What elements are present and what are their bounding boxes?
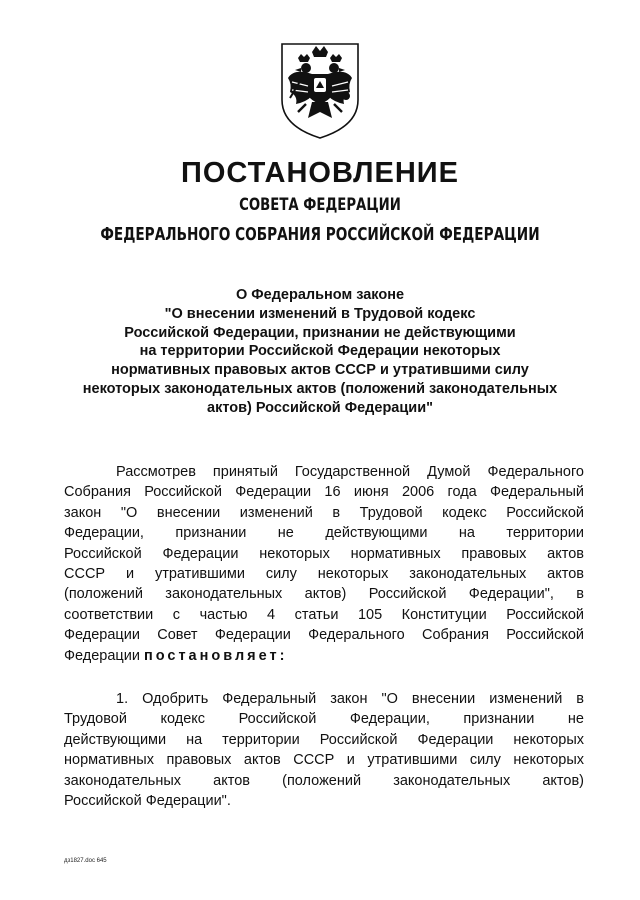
subject-line: некоторых законодательных актов (положений законодательных	[82, 380, 558, 397]
paragraph-line: закон "О внесении изменений в Трудовой кодекс Российской	[64, 504, 584, 521]
paragraph-line: нормативных правовых актов СССР и утратившими силу некоторых	[64, 752, 584, 769]
paragraph-line: соответствии с частью 4 статьи 105 Конституции Российской	[64, 606, 584, 623]
subject-line: актов) Российской Федерации"	[207, 399, 433, 416]
paragraph-line: Российской Федерации".	[64, 793, 231, 810]
subject-line: нормативных правовых актов СССР и утратившими силу	[111, 362, 529, 379]
last-line-prefix: Федерации	[64, 647, 140, 664]
paragraph-line: Федерации, признании не действующими на территории	[64, 525, 584, 542]
paragraph-line: СССР и утратившими силу некоторых законодательных актов	[64, 566, 584, 583]
subject-line: "О внесении изменений в Трудовой кодекс	[164, 305, 476, 322]
subject-line: Российской Федерации, признании не действующими	[124, 324, 516, 341]
paragraph-line: (положений законодательных актов) Российской Федерации", в	[64, 586, 584, 603]
subject-line: О Федеральном законе	[235, 287, 405, 303]
issuer-line-1: СОВЕТА ФЕДЕРАЦИИ	[239, 195, 401, 215]
paragraph-line: действующими на территории Российской Федерации некоторых	[64, 731, 584, 748]
issuer-line-2: ФЕДЕРАЛЬНОГО СОБРАНИЯ РОССИЙСКОЙ ФЕДЕРАЦИИ	[100, 225, 540, 245]
paragraph-line: Собрания Российской Федерации 16 июня 2006 года Федеральный	[64, 484, 584, 501]
document-subject	[40, 286, 600, 418]
paragraph-line: Рассмотрев принятый Государственной Думой Федерального	[116, 464, 584, 480]
paragraph-line: 1. Одобрить Федеральный закон "О внесении изменений в	[116, 691, 584, 707]
subject-line: на территории Российской Федерации некоторых	[139, 343, 501, 360]
document-title: ПОСТАНОВЛЕНИЕ	[181, 157, 459, 189]
preamble-paragraph	[64, 462, 584, 666]
resolution-item-1	[64, 689, 584, 811]
resolution-verb: постановляет:	[143, 647, 288, 664]
document-code: дз1827.doc 645	[64, 858, 107, 864]
coat-of-arms-icon	[268, 38, 372, 142]
paragraph-last-line	[64, 646, 584, 666]
paragraph-line: Федерации Совет Федерации Федерального Собрания Российской	[64, 627, 584, 644]
paragraph-line: Российской Федерации некоторых нормативных правовых актов	[64, 545, 584, 562]
paragraph-line: законодательных актов (положений законодательных актов)	[64, 772, 584, 789]
paragraph-line: Трудовой кодекс Российской Федерации, признании не	[64, 711, 584, 728]
